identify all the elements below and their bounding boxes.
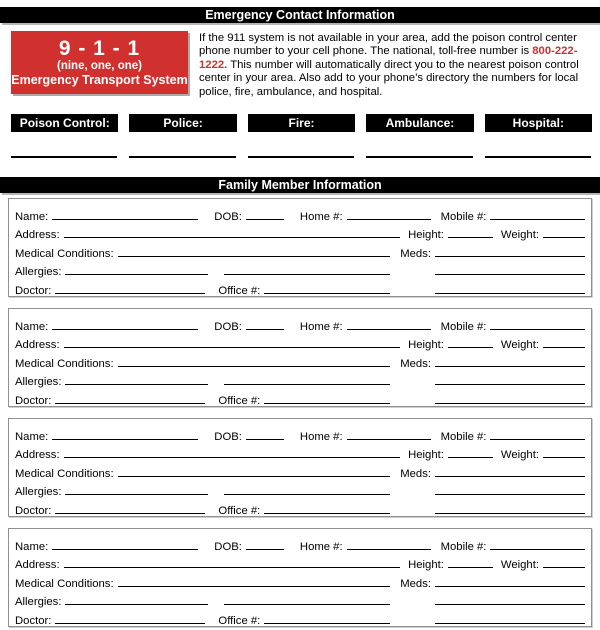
medical-conditions-row	[15, 241, 585, 260]
home-phone-label: Home #:	[299, 540, 343, 553]
weight-label: Weight:	[500, 449, 539, 462]
allergies-continuation-line	[224, 274, 390, 275]
mobile-phone-blank-line	[490, 329, 585, 330]
family-member-block	[8, 308, 592, 407]
poison-control-blank	[11, 156, 118, 158]
name-blank-line	[52, 329, 198, 330]
fire-blank	[248, 156, 355, 158]
doctor-blank-line	[55, 403, 205, 404]
meds-label: Meds:	[400, 467, 431, 480]
allergies-label: Allergies:	[15, 376, 62, 389]
police-label: Police:	[129, 114, 236, 132]
allergies-row	[15, 480, 585, 499]
home-phone-label: Home #:	[299, 320, 343, 333]
office-phone-blank-line	[264, 403, 390, 404]
doctor-row	[15, 388, 585, 407]
allergies-label: Allergies:	[15, 486, 62, 499]
allergies-continuation-line	[224, 384, 390, 385]
address-label: Address:	[15, 229, 60, 242]
doctor-blank-line	[55, 293, 205, 294]
doctor-label: Doctor:	[15, 615, 52, 627]
doctor-blank-line	[55, 623, 205, 624]
family-member-block	[8, 418, 592, 517]
mobile-phone-blank-line	[490, 439, 585, 440]
weight-label: Weight:	[500, 339, 539, 352]
medical-conditions-label: Medical Conditions:	[15, 247, 114, 260]
allergies-blank-line	[65, 384, 208, 385]
doctor-blank-line	[55, 513, 205, 514]
meds-blank-line	[435, 366, 585, 367]
name-label: Name:	[15, 320, 49, 333]
family-member-block	[8, 528, 592, 627]
height-blank-line	[448, 237, 493, 238]
address-row	[15, 333, 585, 352]
contact-write-in-row	[11, 156, 592, 158]
home-phone-label: Home #:	[299, 210, 343, 223]
dob-blank-line	[246, 219, 284, 220]
allergies-blank-line	[65, 604, 208, 605]
meds-continuation-line-2	[435, 623, 585, 624]
mobile-phone-blank-line	[490, 219, 585, 220]
meds-continuation-line	[435, 384, 585, 385]
doctor-row	[15, 608, 585, 627]
meds-label: Meds:	[400, 577, 431, 590]
address-label: Address:	[15, 559, 60, 572]
weight-blank-line	[543, 457, 585, 458]
height-label: Height:	[408, 339, 444, 352]
meds-continuation-line-2	[435, 293, 585, 294]
emergency-contact-header	[0, 7, 600, 23]
medical-conditions-blank-line	[118, 476, 391, 477]
allergies-continuation-line	[224, 494, 390, 495]
dob-blank-line	[246, 439, 284, 440]
911-badge	[11, 31, 188, 94]
name-row	[15, 424, 585, 443]
meds-continuation-line-2	[435, 513, 585, 514]
home-phone-blank-line	[347, 329, 431, 330]
address-row	[15, 443, 585, 462]
address-blank-line	[64, 457, 401, 458]
allergies-blank-line	[65, 494, 208, 495]
height-label: Height:	[408, 559, 444, 572]
dob-label: DOB:	[214, 320, 242, 333]
doctor-row	[15, 498, 585, 517]
family-member-block	[8, 198, 592, 297]
write-in-line	[248, 156, 354, 158]
medical-conditions-row	[15, 351, 585, 370]
911-code: 9 - 1 - 1	[58, 37, 141, 60]
office-phone-label: Office #:	[218, 285, 261, 297]
office-phone-blank-line	[264, 293, 390, 294]
dob-blank-line	[246, 329, 284, 330]
allergies-row	[15, 260, 585, 279]
dob-label: DOB:	[214, 430, 242, 443]
dob-label: DOB:	[214, 210, 242, 223]
name-blank-line	[52, 439, 198, 440]
allergies-label: Allergies:	[15, 596, 62, 609]
name-label: Name:	[15, 430, 49, 443]
poison-control-phone-number: 800-222-1222.	[199, 45, 578, 71]
name-row	[15, 314, 585, 333]
medical-conditions-label: Medical Conditions:	[15, 577, 114, 590]
911-code-words: (nine, one, one)	[57, 60, 142, 72]
mobile-phone-label: Mobile #:	[440, 210, 487, 223]
name-row	[15, 534, 585, 553]
dob-blank-line	[246, 549, 284, 550]
address-label: Address:	[15, 339, 60, 352]
address-row	[15, 553, 585, 572]
meds-continuation-line	[435, 494, 585, 495]
write-in-line	[366, 156, 472, 158]
meds-continuation-line	[435, 274, 585, 275]
home-phone-label: Home #:	[299, 430, 343, 443]
weight-blank-line	[543, 567, 585, 568]
medical-conditions-label: Medical Conditions:	[15, 467, 114, 480]
name-blank-line	[52, 549, 198, 550]
meds-blank-line	[435, 256, 585, 257]
office-phone-blank-line	[264, 513, 390, 514]
allergies-continuation-line	[224, 604, 390, 605]
office-phone-label: Office #:	[218, 615, 261, 627]
emergency-info-section	[11, 31, 592, 99]
dob-label: DOB:	[214, 540, 242, 553]
write-in-line	[485, 156, 591, 158]
doctor-row	[15, 278, 585, 297]
allergies-row	[15, 370, 585, 389]
police-blank	[129, 156, 236, 158]
mobile-phone-label: Mobile #:	[440, 540, 487, 553]
emergency-contact-title: Emergency Contact Information	[205, 8, 395, 22]
home-phone-blank-line	[347, 549, 431, 550]
height-blank-line	[448, 457, 493, 458]
height-blank-line	[448, 347, 493, 348]
name-row	[15, 204, 585, 223]
weight-blank-line	[543, 347, 585, 348]
instructions-text-after: This number will automatically direct you to the nearest poison control center in your area. Also add to your phone’s directory the numbers for local police, fire, ambulance, and hospital.	[199, 58, 579, 98]
medical-conditions-blank-line	[118, 256, 391, 257]
write-in-line	[129, 156, 235, 158]
ambulance-blank	[366, 156, 473, 158]
weight-label: Weight:	[500, 229, 539, 242]
address-blank-line	[64, 567, 401, 568]
address-row	[15, 223, 585, 242]
hospital-label: Hospital:	[485, 114, 592, 132]
medical-conditions-row	[15, 571, 585, 590]
height-blank-line	[448, 567, 493, 568]
fire-label: Fire:	[248, 114, 355, 132]
mobile-phone-label: Mobile #:	[440, 430, 487, 443]
home-phone-blank-line	[347, 219, 431, 220]
meds-continuation-line-2	[435, 403, 585, 404]
name-blank-line	[52, 219, 198, 220]
office-phone-label: Office #:	[218, 395, 261, 407]
office-phone-label: Office #:	[218, 505, 261, 517]
allergies-blank-line	[65, 274, 208, 275]
mobile-phone-label: Mobile #:	[440, 320, 487, 333]
doctor-label: Doctor:	[15, 505, 52, 517]
office-phone-blank-line	[264, 623, 390, 624]
weight-label: Weight:	[500, 559, 539, 572]
poison-control-label: Poison Control:	[11, 114, 118, 132]
instructions-text-before: If the 911 system is not available in your area, add the poison control center phone number to your cell phone. The national, toll-free number is	[199, 32, 577, 58]
911-caption: Emergency Transport System	[11, 73, 188, 87]
family-members	[8, 198, 592, 627]
allergies-label: Allergies:	[15, 266, 62, 279]
doctor-label: Doctor:	[15, 285, 52, 297]
height-label: Height:	[408, 449, 444, 462]
address-label: Address:	[15, 449, 60, 462]
meds-blank-line	[435, 586, 585, 587]
weight-blank-line	[543, 237, 585, 238]
allergies-row	[15, 590, 585, 609]
name-label: Name:	[15, 540, 49, 553]
mobile-phone-blank-line	[490, 549, 585, 550]
family-member-header	[0, 177, 600, 193]
meds-label: Meds:	[400, 357, 431, 370]
contact-labels-row	[11, 114, 592, 132]
home-phone-blank-line	[347, 439, 431, 440]
address-blank-line	[64, 347, 401, 348]
medical-conditions-label: Medical Conditions:	[15, 357, 114, 370]
name-label: Name:	[15, 210, 49, 223]
meds-label: Meds:	[400, 247, 431, 260]
family-member-title: Family Member Information	[218, 178, 382, 193]
address-blank-line	[64, 237, 401, 238]
poison-control-instructions	[199, 31, 592, 99]
meds-blank-line	[435, 476, 585, 477]
medical-conditions-blank-line	[118, 366, 391, 367]
hospital-blank	[485, 156, 592, 158]
medical-conditions-row	[15, 461, 585, 480]
write-in-line	[11, 156, 117, 158]
medical-conditions-blank-line	[118, 586, 391, 587]
meds-continuation-line	[435, 604, 585, 605]
ambulance-label: Ambulance:	[366, 114, 473, 132]
doctor-label: Doctor:	[15, 395, 52, 407]
height-label: Height:	[408, 229, 444, 242]
